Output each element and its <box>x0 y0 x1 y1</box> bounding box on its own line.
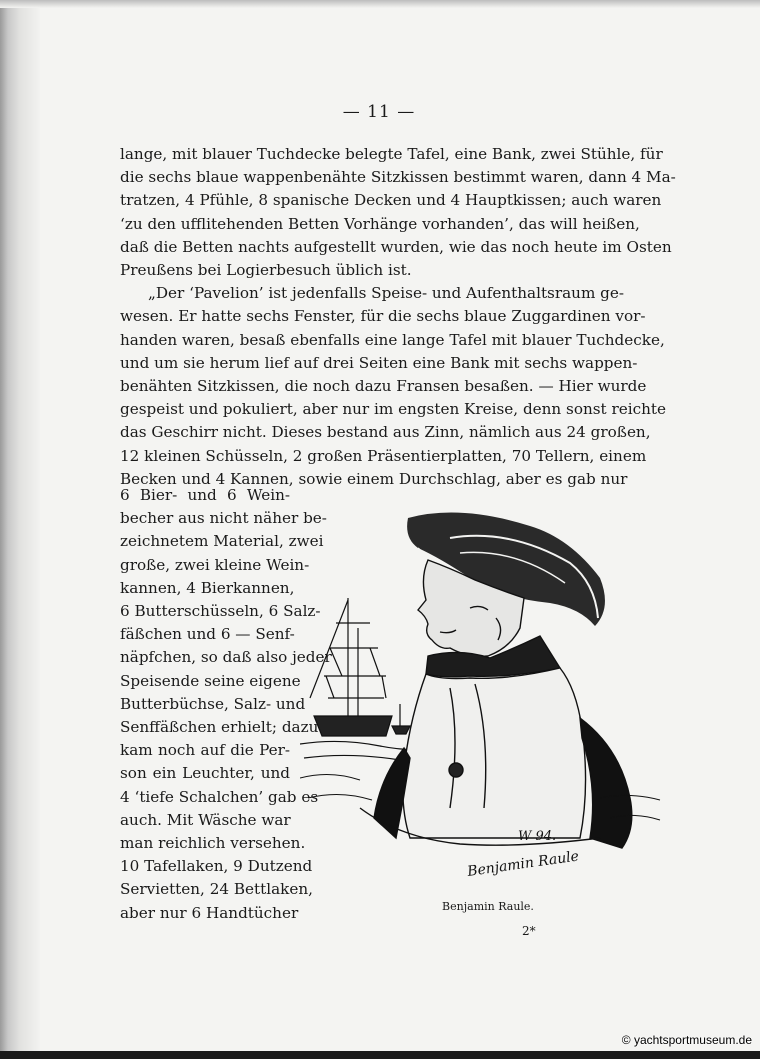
bottom-edge <box>0 1051 760 1059</box>
narrow-line: Butterbüchse, Salz- und <box>120 694 306 713</box>
text-line: benähten Sitzkissen, die noch dazu Fransen besaßen. — Hier wurde <box>120 377 647 396</box>
narrow-line: zeichnetem Material, zwei <box>120 532 324 551</box>
svg-text:Benjamin Raule: Benjamin Raule <box>466 848 580 880</box>
text-line: daß die Betten nachts aufgestellt wurden, wie das noch heute im Osten <box>120 237 672 256</box>
narrow-line: 6 Bier- und 6 Wein- <box>120 486 290 504</box>
page-number: — 11 — <box>342 102 416 122</box>
text-line: tratzen, 4 Pfühle, 8 spanische Decken und 4 Hauptkissen; auch waren <box>120 191 662 210</box>
narrow-line: aber nur 6 Handtücher <box>120 903 299 922</box>
text-line: ‘zu den ufflitehenden Betten Vorhänge vorhanden’, das will heißen, <box>120 214 640 233</box>
narrow-line: kam noch auf die Per- <box>120 741 290 760</box>
narrow-line: Speisende seine eigene <box>120 671 301 690</box>
text-line: 12 kleinen Schüsseln, 2 großen Präsentierplatten, 70 Tellern, einem <box>120 446 647 465</box>
text-line: wesen. Er hatte sechs Fenster, für die sechs blaue Zuggardinen vor- <box>120 307 646 326</box>
narrow-line: 4 ‘tiefe Schalchen’ gab es <box>120 787 319 806</box>
narrow-line: becher aus nicht näher be- <box>120 509 327 528</box>
book-spine-shadow <box>0 0 40 1059</box>
text-line: handen waren, besaß ebenfalls eine lange Tafel mit blauer Tuchdecke, <box>120 330 665 349</box>
narrow-line: kannen, 4 Bierkannen, <box>120 578 295 597</box>
text-line: gespeist und pokuliert, aber nur im engsten Kreise, denn sonst reichte <box>120 400 666 419</box>
illustration-caption: Benjamin Raule. <box>442 900 534 913</box>
narrow-line: man reichlich versehen. <box>120 834 306 853</box>
coat-drawing <box>360 636 632 848</box>
narrow-line: son ein Leuchter, und <box>120 764 290 783</box>
text-line: „Der ‘Pavelion’ ist jedenfalls Speise- und Aufenthaltsraum ge- <box>148 284 625 303</box>
copyright-watermark: © yachtsportmuseum.de <box>621 1033 752 1047</box>
narrow-line: näpfchen, so daß also jeder <box>120 648 332 667</box>
narrow-line: fäßchen und 6 — Senf- <box>120 625 295 644</box>
text-line: das Geschirr nicht. Dieses bestand aus Zinn, nämlich aus 24 großen, <box>120 423 651 442</box>
narrow-line: 6 Butterschüsseln, 6 Salz- <box>120 602 321 621</box>
narrow-line: große, zwei kleine Wein- <box>120 555 310 574</box>
text-line: lange, mit blauer Tuchdecke belegte Tafel, eine Bank, zwei Stühle, für <box>120 145 663 163</box>
narrow-line: Servietten, 24 Bettlaken, <box>120 880 313 899</box>
text-line: Preußens bei Logierbesuch üblich ist. <box>120 261 412 280</box>
text-line: und um sie herum lief auf drei Seiten eine Bank mit sechs wappen- <box>120 353 638 372</box>
sheet-signature-mark: 2* <box>522 924 536 938</box>
narrow-line: Senffäßchen erhielt; dazu <box>120 718 319 737</box>
narrow-line: auch. Mit Wäsche war <box>120 810 291 829</box>
svg-text:W 94.: W 94. <box>518 829 557 844</box>
text-line: die sechs blaue wappenbenähte Sitzkissen bestimmt waren, dann 4 Ma- <box>120 168 676 187</box>
narrow-column-text <box>120 484 332 925</box>
text-line: Becken und 4 Kannen, sowie einem Durchschlag, aber es gab nur <box>120 469 628 488</box>
portrait-illustration <box>300 508 665 898</box>
page-top-shadow <box>0 0 760 8</box>
body-text <box>120 143 676 491</box>
narrow-line: 10 Tafellaken, 9 Dutzend <box>120 857 313 876</box>
